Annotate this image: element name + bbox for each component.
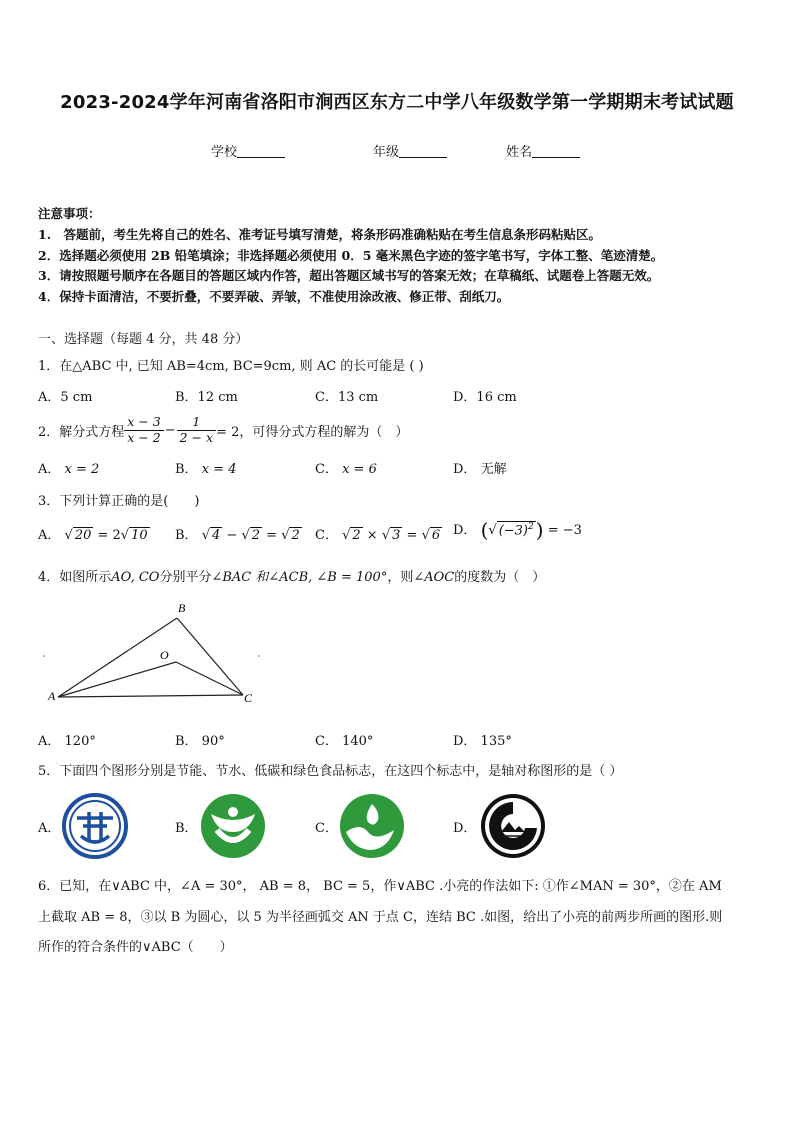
label-b: B <box>178 601 186 615</box>
q2-option-a-letter: A． <box>38 462 61 477</box>
question-6-line-3: 所作的符合条件的∨ABC（ ） <box>38 940 233 955</box>
q3-d-inner: (−3) <box>498 523 528 538</box>
energy-saving-logo-icon <box>61 792 129 860</box>
q2-option-d <box>453 458 507 477</box>
section-heading: 一、选择题（每题 4 分，共 48 分） <box>38 332 249 347</box>
question-6-line-2: 上截取 AB = 8，③以 B 为圆心，以 5 为半径画弧交 AN 于点 C，连结 BC .如图，给出了小亮的前两步所画的图形.则 <box>38 910 723 925</box>
q2-f2-numerator: 1 <box>177 415 216 430</box>
notes-heading: 注意事项： <box>38 206 101 221</box>
question-4-stem <box>38 566 545 585</box>
q5-option-b-letter: B． <box>175 821 198 836</box>
q2-f1-numerator: x − 3 <box>124 415 163 430</box>
q3-option-a-letter: A． <box>38 528 61 543</box>
q3-c-radicand-1: 2 <box>352 528 361 543</box>
note-item-1: 1. 答题前，考生先将自己的姓名、准考证号填写清楚，将条形码准确粘贴在考生信息条形码粘贴区。 <box>38 227 602 242</box>
label-a: A <box>48 689 56 703</box>
q1-option-c: C．13 cm <box>315 390 379 405</box>
q4-angle-aoc: ∠AOC <box>413 570 455 585</box>
q3-b-operator: − <box>226 528 238 543</box>
name-blank <box>532 145 580 158</box>
q3-option-c-letter: C． <box>315 528 338 543</box>
note-item-2: 2．选择题必须使用 2B 铅笔填涂；非选择题必须使用 0．5 毫米黑色字迹的签字笔书写，字体工整、笔迹清楚。 <box>38 248 664 263</box>
name-field <box>506 141 580 160</box>
q3-c-radicand-2: 3 <box>392 528 401 543</box>
green-food-logo-icon <box>479 792 547 860</box>
q3-a-radicand-2: 10 <box>131 528 148 543</box>
q4-option-d: D． 135° <box>453 734 512 749</box>
segment-oc <box>176 662 243 695</box>
q3-option-a: A． √ 20 = 2√ 10 <box>38 528 148 543</box>
question-6-line-1: 6．已知，在∨ABC 中，∠A = 30°， AB = 8， BC = 5，作∨ABC .小亮的作法如下: ①作∠MAN = 30°，②在 AM <box>38 879 722 894</box>
q3-c-radicand-3: 6 <box>431 528 441 543</box>
q3-d-radicand <box>497 521 536 538</box>
grade-field <box>373 141 447 160</box>
q4-ao-co: AO, CO <box>111 570 160 585</box>
q2-fraction-2 <box>177 415 216 445</box>
q2-option-a-value: x = 2 <box>64 462 100 477</box>
q2-option-c-value: x = 6 <box>342 462 377 477</box>
q2-f1-denominator: x − 2 <box>127 429 161 445</box>
grade-label: 年级 <box>373 145 400 160</box>
q5-option-c-letter: C． <box>315 821 338 836</box>
q3-a-radicand: 20 <box>74 528 92 543</box>
school-blank <box>237 145 285 158</box>
page-title: 2023-2024学年河南省洛阳市涧西区东方二中学八年级数学第一学期期末考试试题 <box>60 92 734 113</box>
q3-option-b-letter: B． <box>175 528 198 543</box>
q4-option-a: A． 120° <box>38 734 96 749</box>
q3-a-equals: = 2 <box>97 528 121 543</box>
name-label: 姓名 <box>506 145 533 160</box>
label-c: C <box>244 691 253 705</box>
q2-option-c-letter: C． <box>315 462 338 477</box>
q5-option-a-letter: A． <box>38 821 61 836</box>
label-o: O <box>160 648 169 662</box>
q4-angles: ∠BAC 和∠ACB, ∠B = 100° <box>211 570 388 585</box>
q3-b-equals: = <box>266 528 278 543</box>
q3-option-d: D． (√ $(-3)^2$ ) = −3 <box>453 518 582 542</box>
q4-post: ，则 <box>387 570 414 585</box>
q3-option-d-letter: D． <box>453 523 477 538</box>
q2-option-c <box>315 458 377 477</box>
school-field <box>211 141 285 160</box>
q5-option-d-letter: D． <box>453 821 477 836</box>
q3-option-c: C． √ 2 × √ 3 = √ 6 <box>315 528 441 543</box>
q2-option-d-value: 无解 <box>480 462 507 477</box>
q4-option-b: B． 90° <box>175 734 225 749</box>
q1-option-a: A．5 cm <box>38 390 93 405</box>
q2-fraction-1 <box>124 415 163 445</box>
q3-option-b: B． √ 4 − √ 2 = √ 2 <box>175 528 300 543</box>
q2-option-b-letter: B． <box>175 462 198 477</box>
low-carbon-logo-icon <box>338 792 406 860</box>
q3-c-operator: × <box>366 528 378 543</box>
q2-option-a <box>38 458 99 477</box>
note-item-3: 3．请按照题号顺序在各题目的答题区域内作答，超出答题区域书写的答案无效；在草稿纸、试题卷上答题无效。 <box>38 268 660 283</box>
question-1-stem: 1．在△ABC 中, 已知 AB=4cm, BC=9cm, 则 AC 的长可能是 ( ) <box>38 359 424 374</box>
question-2-stem <box>38 410 408 450</box>
q4-middle: 分别平分 <box>159 570 212 585</box>
q2-option-b <box>175 458 236 477</box>
q3-d-equals: = −3 <box>547 523 582 538</box>
question-3-stem: 3．下列计算正确的是( ) <box>38 494 200 509</box>
q3-d-exponent: 2 <box>528 521 534 532</box>
edge-ac <box>58 695 243 697</box>
q4-tail: 的度数为（ ） <box>454 570 546 585</box>
q1-option-b: B．12 cm <box>175 390 238 405</box>
q3-b-radicand-1: 4 <box>211 528 221 543</box>
q2-prefix: 2．解分式方程 <box>38 424 125 440</box>
q2-option-d-letter: D． <box>453 462 477 477</box>
q3-c-equals: = <box>406 528 418 543</box>
grade-blank <box>399 145 447 158</box>
q2-f2-denominator: 2 − x <box>179 429 214 445</box>
triangle-figure <box>36 596 276 708</box>
segment-ao <box>58 662 176 697</box>
q2-option-b-value: x = 4 <box>201 462 237 477</box>
water-saving-logo-icon <box>199 792 267 860</box>
q2-minus: − <box>164 422 176 438</box>
q2-rhs: = 2，可得分式方程的解为（ ） <box>216 424 409 440</box>
note-item-4: 4．保持卡面清洁，不要折叠，不要弄破、弄皱，不准使用涂改液、修正带、刮纸刀。 <box>38 289 510 304</box>
school-label: 学校 <box>211 145 238 160</box>
q1-option-d: D．16 cm <box>453 390 517 405</box>
question-5-stem: 5．下面四个图形分别是节能、节水、低碳和绿色食品标志，在这四个标志中，是轴对称图形的是（ ） <box>38 764 623 779</box>
edge-bc <box>177 618 243 695</box>
q3-b-radicand-2: 2 <box>251 528 261 543</box>
q4-prefix: 4．如图所示 <box>38 570 112 585</box>
q3-b-radicand-3: 2 <box>291 528 300 543</box>
q4-option-c: C． 140° <box>315 734 374 749</box>
